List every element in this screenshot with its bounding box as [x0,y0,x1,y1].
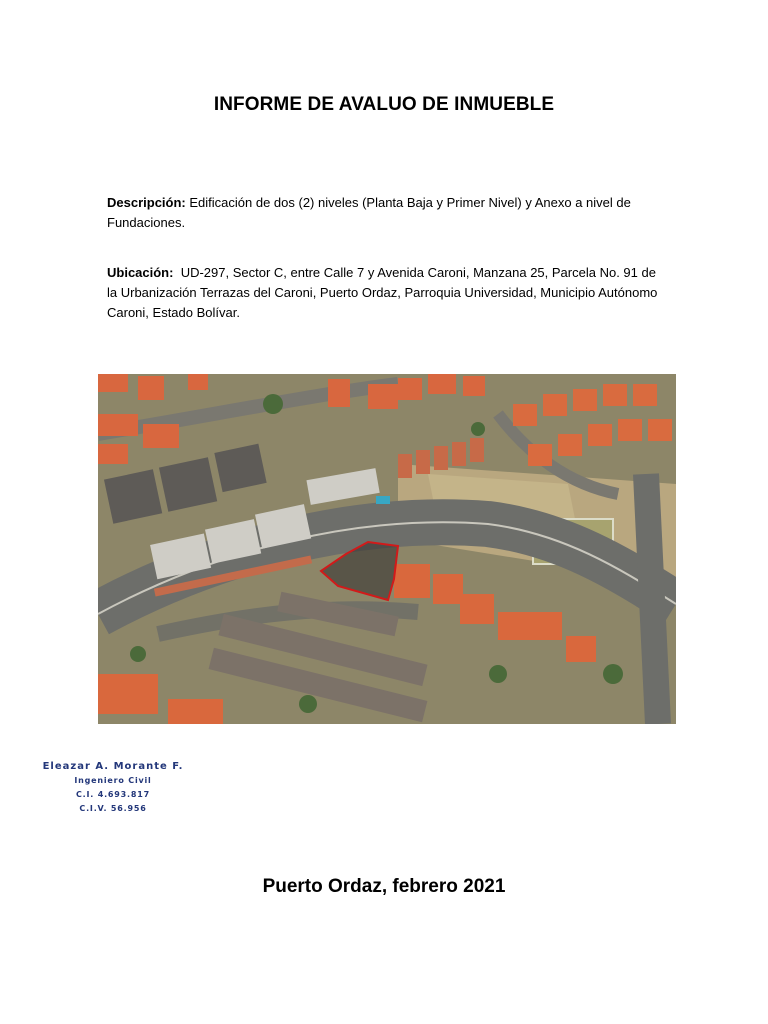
description-paragraph [107,193,667,233]
signer-profession: Ingeniero Civil [74,776,152,785]
place-date-footer: Puerto Ordaz, febrero 2021 [262,876,506,897]
aerial-photo-drawing [98,374,676,724]
signer-ci: C.I. 4.693.817 [76,790,150,799]
signer-name: Eleazar A. Morante F. [42,761,184,772]
signature-block [38,760,188,816]
location-text: UD-297, Sector C, entre Calle 7 y Avenida Caroni, Manzana 25, Parcela No. 91 de la Urbanización Terrazas del Caroni, Puerto Ordaz, Parroquia Universidad, Municipio Autónomo Caroni, Estado Bolívar. [107,265,658,320]
signer-civ: C.I.V. 56.956 [79,804,147,813]
description-text: Edificación de dos (2) niveles (Planta Baja y Primer Nivel) y Anexo a nivel de Fundaciones. [107,195,631,230]
document-title: INFORME DE AVALUO DE INMUEBLE [213,94,555,115]
location-label: Ubicación: [107,265,174,280]
aerial-photo [98,374,676,724]
location-paragraph [107,263,667,323]
description-label: Descripción: [107,195,186,210]
